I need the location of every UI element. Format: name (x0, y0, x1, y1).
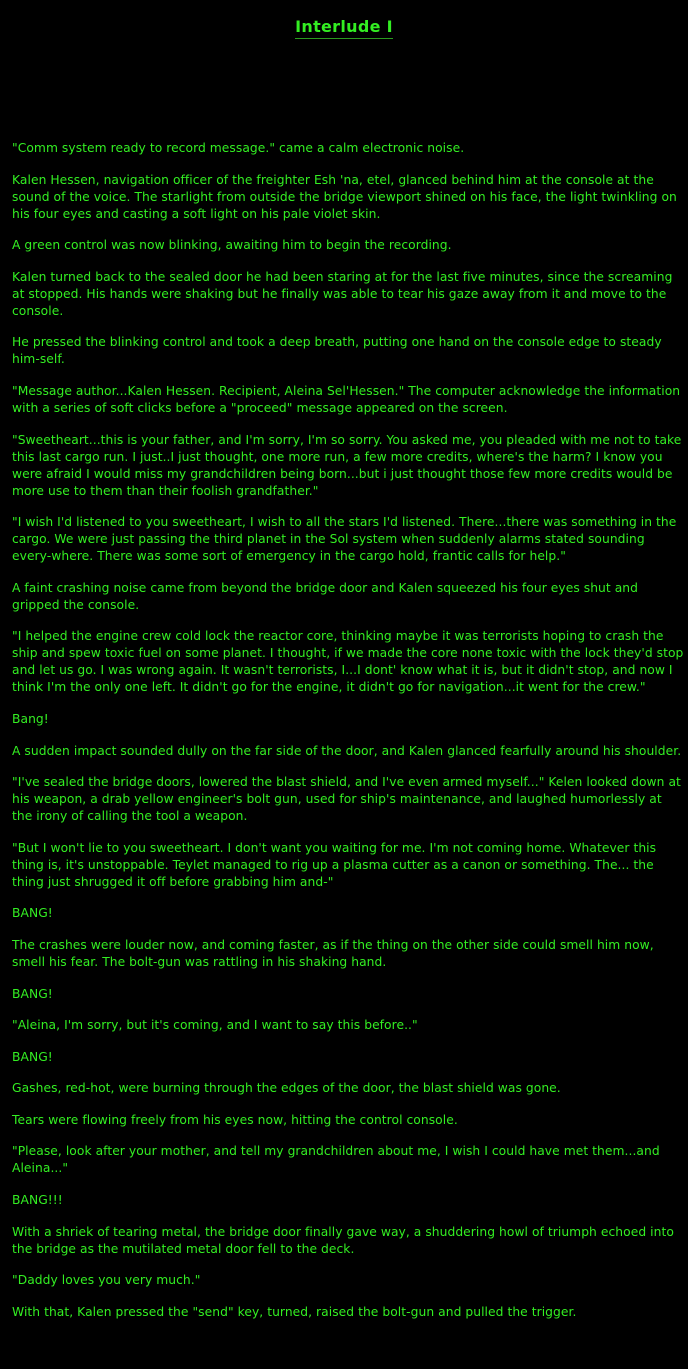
title-container (0, 17, 688, 39)
story-paragraph: With a shriek of tearing metal, the bridge door finally gave way, a shuddering howl of triumph echoed into the bridge as the mutilated metal door fell to the deck. (12, 1224, 674, 1256)
story-paragraph: "Daddy loves you very much." (12, 1273, 201, 1288)
story-paragraph: "Comm system ready to record message." came a calm electronic noise. (12, 141, 465, 155)
story-paragraph: With that, Kalen pressed the "send" key, turned, raised the bolt-gun and pulled the trigger. (12, 1304, 577, 1319)
story-paragraph: BANG! (12, 1049, 53, 1064)
story-paragraph: "Aleina, I'm sorry, but it's coming, and I want to say this before.." (12, 1018, 418, 1033)
story-paragraph: A faint crashing noise came from beyond the bridge door and Kalen squeezed his four eyes shut and gripped the console. (12, 580, 638, 612)
story-paragraph: BANG! (12, 906, 53, 921)
chapter-title: Interlude I (295, 17, 393, 39)
story-paragraph: Tears were flowing freely from his eyes now, hitting the control console. (12, 1112, 458, 1127)
story-paragraph: Bang! (12, 711, 49, 726)
story-paragraph: "Message author...Kalen Hessen. Recipient, Aleina Sel'Hessen." The computer acknowledge the information with a series of soft clicks before a "proceed" message appeared on the screen. (12, 383, 681, 415)
story-paragraph: Kalen turned back to the sealed door he had been staring at for the last five minutes, since the screaming at stopped. His hands were shaking but he finally was able to tear his gaze away from it and move to the console. (12, 269, 673, 318)
story-paragraph: "I've sealed the bridge doors, lowered the blast shield, and I've even armed myself..." Kelen looked down at his weapon, a drab yellow engineer's bolt gun, used for ship's maintenance, and laughed humorlessly at the irony of calling the tool a weapon. (12, 775, 681, 824)
story-paragraph: Kalen Hessen, navigation officer of the freighter Esh 'na, etel, glanced behind him at the console at the sound of the voice. The starlight from outside the bridge viewport shined on his face, the light twinkling on his four eyes and casting a soft light on his pale violet skin. (12, 172, 677, 221)
story-paragraph: He pressed the blinking control and took a deep breath, putting one hand on the console edge to steady him-self. (12, 335, 662, 367)
story-paragraph: "I helped the engine crew cold lock the reactor core, thinking maybe it was terrorists hoping to crash the ship and spew toxic fuel on some planet. I thought, if we made the core none toxic with the lock they'd stop and let us go. I was wrong again. It wasn't terrorists, I...I dont' know what it is, but it didn't stop, and now I think I'm the only one left. It didn't go for the engine, it didn't go for navigation...it went for the crew." (12, 629, 684, 695)
story-paragraph: "But I won't lie to you sweetheart. I don't want you waiting for me. I'm not coming home. Whatever this thing is, it's unstoppable. Teylet managed to rig up a plasma cutter as a canon or something. The... the thing just shrugged it off before grabbing him and-" (12, 840, 657, 889)
story-body (12, 140, 686, 1335)
story-paragraph: BANG!!! (12, 1193, 63, 1208)
story-paragraph: The crashes were louder now, and coming faster, as if the thing on the other side could smell him now, smell his fear. The bolt-gun was rattling in his shaking hand. (12, 937, 654, 969)
story-paragraph: "I wish I'd listened to you sweetheart, I wish to all the stars I'd listened. There...there was something in the cargo. We were just passing the third planet in the Sol system when suddenly alarms stated sounding every-where. There was some sort of emergency in the cargo hold, frantic calls for help." (12, 515, 677, 564)
story-paragraph: BANG! (12, 986, 53, 1001)
story-paragraph: A sudden impact sounded dully on the far side of the door, and Kalen glanced fearfully around his shoulder. (12, 743, 682, 758)
story-paragraph: "Please, look after your mother, and tell my grandchildren about me, I wish I could have met them...and Aleina..." (12, 1144, 660, 1176)
story-paragraph: A green control was now blinking, awaiting him to begin the recording. (12, 238, 452, 253)
story-paragraph: Gashes, red-hot, were burning through the edges of the door, the blast shield was gone. (12, 1081, 561, 1096)
story-paragraph: "Sweetheart...this is your father, and I'm sorry, I'm so sorry. You asked me, you pleaded with me not to take this last cargo run. I just..I just thought, one more run, a few more credits, where's the harm? I know you were afraid I would miss my grandchildren being born...but i just thought those few more credits would be more use to them than their foolish grandfather." (12, 432, 682, 498)
